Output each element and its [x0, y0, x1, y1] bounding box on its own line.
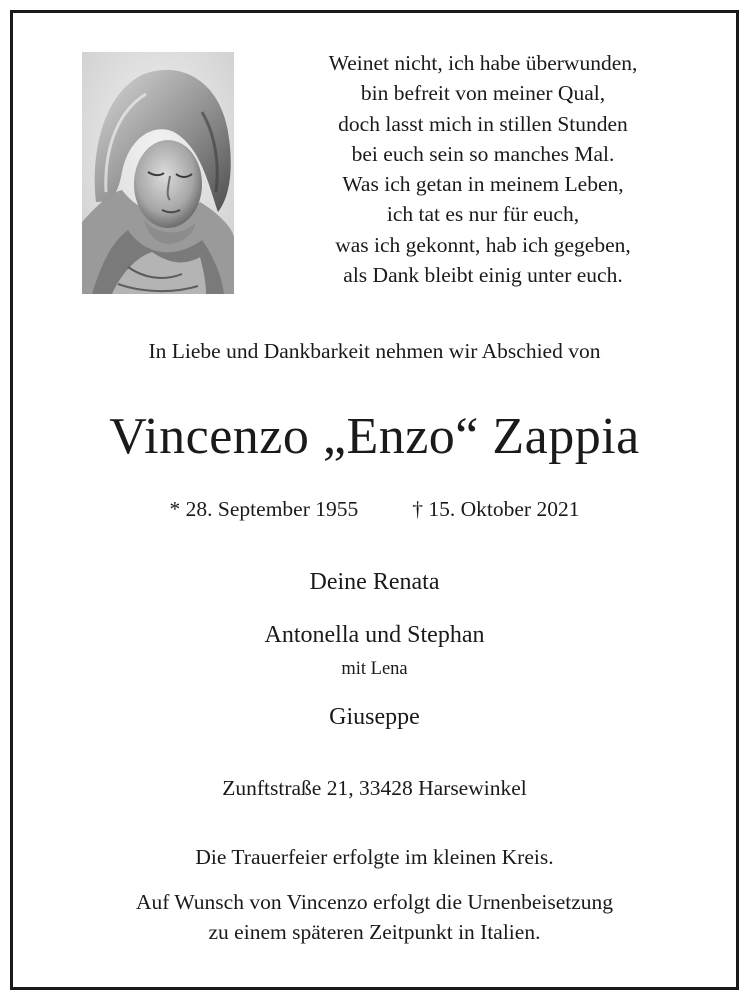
burial-note-line-2: zu einem späteren Zeitpunkt in Italien. — [208, 920, 541, 944]
poem — [268, 48, 698, 290]
family-line-grandchild: mit Lena — [341, 659, 408, 679]
poem-line: doch lasst mich in stillen Stunden — [338, 111, 628, 136]
family-line-spouse: Deine Renata — [309, 569, 440, 595]
poem-line: Weinet nicht, ich habe überwunden, — [328, 51, 638, 75]
poem-line: Was ich getan in meinem Leben, — [342, 172, 624, 197]
burial-note-line-1: Auf Wunsch von Vincenzo erfolgt die Urnenbeisetzung — [135, 890, 614, 914]
death-date: † 15. Oktober 2021 — [412, 497, 580, 521]
farewell-intro: In Liebe und Dankbarkeit nehmen wir Abschied von — [148, 339, 601, 363]
family-line-son: Giuseppe — [329, 704, 420, 730]
poem-line: ich tat es nur für euch, — [386, 202, 580, 227]
family-line-children: Antonella und Stephan — [264, 622, 485, 648]
poem-line: was ich gekonnt, hab ich gegeben, — [335, 232, 631, 257]
funeral-note: Die Trauerfeier erfolgte im kleinen Kreis. — [195, 845, 554, 869]
poem-line: als Dank bleibt einig unter euch. — [343, 263, 623, 288]
birth-date: * 28. September 1955 — [169, 497, 359, 521]
family-address: Zunftstraße 21, 33428 Harsewinkel — [222, 776, 527, 800]
life-dates — [0, 494, 749, 524]
poem-line: bin befreit von meiner Qual, — [360, 81, 606, 106]
madonna-sculpture-image — [82, 52, 234, 294]
poem-line: bei euch sein so manches Mal. — [351, 141, 615, 166]
deceased-name: Vincenzo „Enzo“ Zappia — [109, 408, 640, 465]
